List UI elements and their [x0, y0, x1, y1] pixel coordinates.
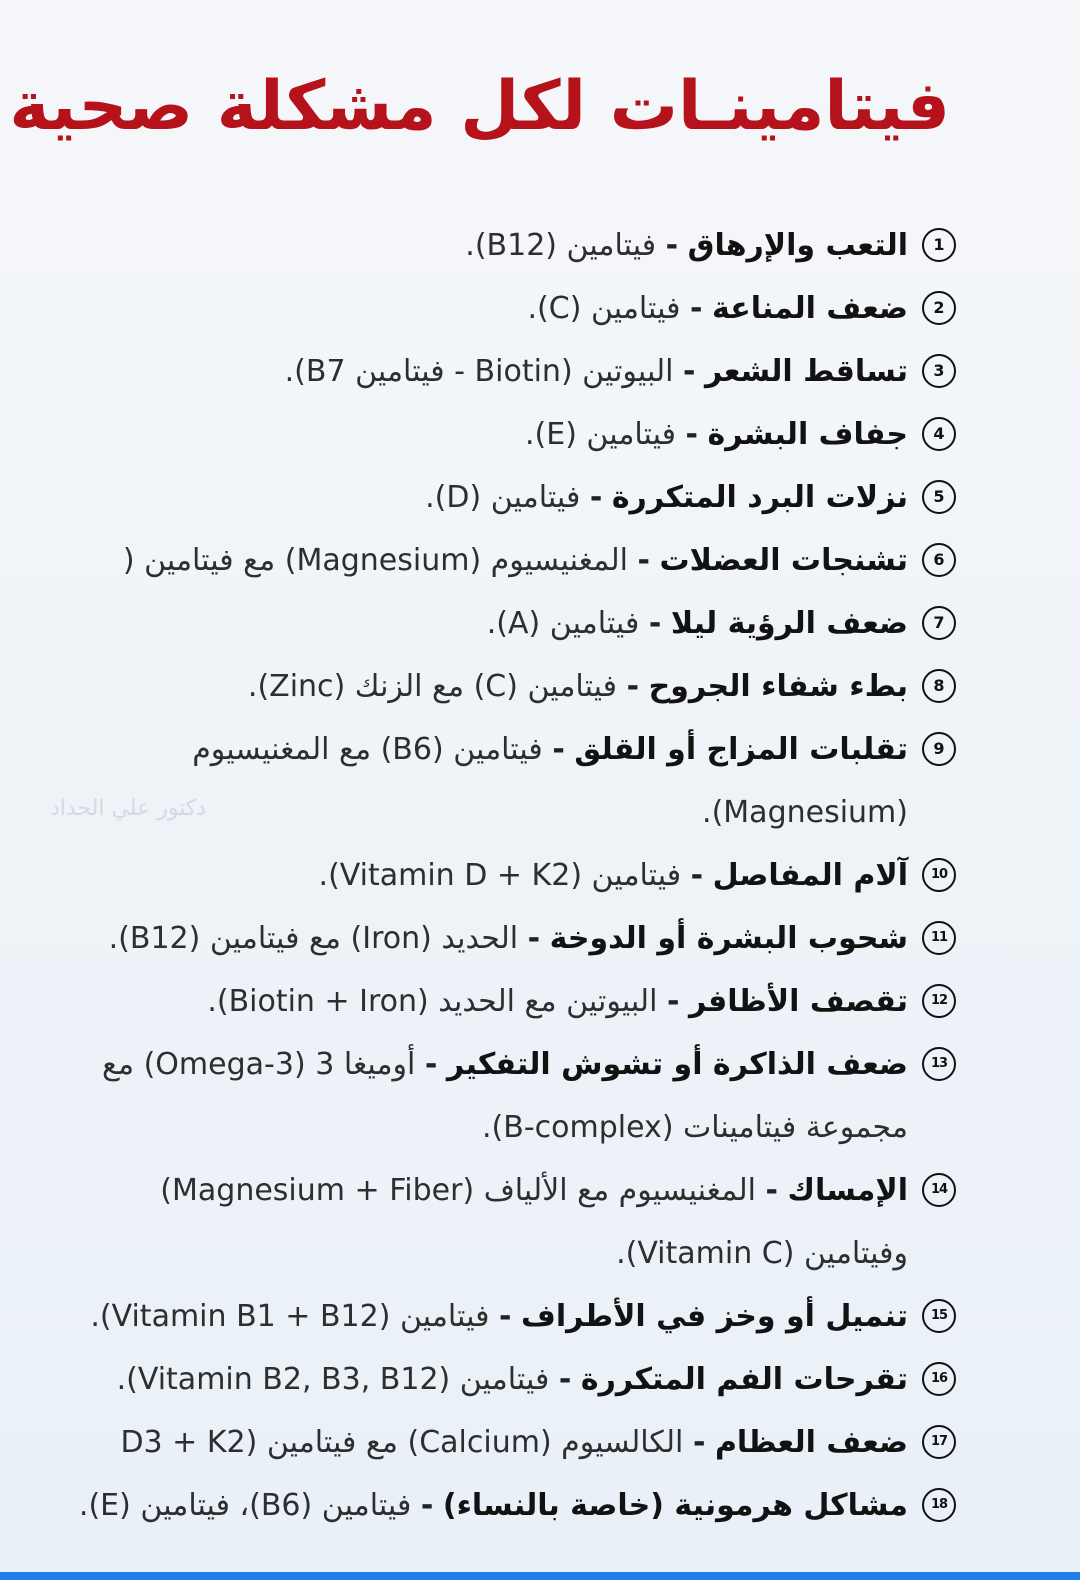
health-problem-label: تشنجات العضلات — [659, 543, 908, 578]
dash-separator: - — [527, 921, 541, 956]
health-problem-label: تقصف الأظافر — [688, 984, 908, 1019]
vitamin-remedy-text: فيتامين (A). — [486, 606, 640, 641]
circled-number-icon: 9 — [922, 732, 956, 766]
list-item — [36, 970, 956, 1033]
circled-number-icon: 2 — [922, 291, 956, 325]
circled-number-icon: 16 — [922, 1362, 956, 1396]
list-item — [36, 340, 956, 403]
list-item — [36, 718, 956, 844]
list-item — [36, 1348, 956, 1411]
vitamin-remedy-text: الكالسيوم (Calcium) مع فيتامين (D3 + K2 — [120, 1425, 684, 1460]
dash-separator: - — [552, 732, 565, 767]
circled-number-icon: 12 — [922, 984, 956, 1018]
circled-number-icon: 10 — [922, 858, 956, 892]
circled-number-icon: 15 — [922, 1299, 956, 1333]
circled-number-icon: 4 — [922, 417, 956, 451]
dash-separator: - — [648, 606, 662, 641]
dash-separator: - — [665, 228, 679, 263]
vitamin-remedy-text: البيوتين (Biotin - فيتامين B7). — [284, 354, 674, 389]
list-item — [36, 529, 956, 592]
health-problem-label: بطء شفاء الجروح — [648, 669, 908, 704]
dash-separator: - — [690, 291, 703, 326]
health-problem-label: ضعف المناعة — [712, 291, 908, 326]
dash-separator: - — [637, 543, 650, 578]
circled-number-icon: 17 — [922, 1425, 956, 1459]
dash-separator: - — [685, 417, 698, 452]
circled-number-icon: 3 — [922, 354, 956, 388]
vitamin-remedy-text: المغنيسيوم (Magnesium) مع فيتامين ( — [122, 543, 628, 578]
list-item — [36, 907, 956, 970]
circled-number-icon: 11 — [922, 921, 956, 955]
circled-number-icon: 1 — [922, 228, 956, 262]
dash-separator: - — [683, 354, 696, 389]
dash-separator: - — [424, 1047, 438, 1082]
health-problem-label: تقلبات المزاج أو القلق — [574, 732, 908, 767]
health-problem-label: نزلات البرد المتكررة — [611, 480, 908, 515]
circled-number-icon: 13 — [922, 1047, 956, 1081]
health-problem-label: ضعف العظام — [714, 1425, 908, 1460]
health-problem-label: تنميل أو وخز في الأطراف — [521, 1299, 908, 1334]
dash-separator: - — [690, 858, 704, 893]
vitamin-remedy-text: فيتامين (E). — [524, 417, 676, 452]
health-problem-label: ضعف الرؤية ليلا — [670, 606, 908, 641]
list-item — [36, 592, 956, 655]
list-item — [36, 1033, 956, 1159]
vitamin-remedy-text: المغنيسيوم مع الألياف (Magnesium + Fiber) — [160, 1173, 756, 1208]
vitamin-remedy-text: فيتامين (B6)، فيتامين (E). — [78, 1488, 412, 1523]
list-item — [36, 1411, 956, 1474]
list-item — [36, 655, 956, 718]
list-item — [36, 1159, 956, 1285]
health-problem-label: التعب والإرهاق — [687, 228, 908, 263]
circled-number-icon: 18 — [922, 1488, 956, 1522]
vitamin-remedy-text: فيتامين (C). — [527, 291, 681, 326]
bottom-accent-bar — [0, 1572, 1080, 1580]
dash-separator: - — [765, 1173, 778, 1208]
vitamin-remedy-text: البيوتين مع الحديد (Biotin + Iron). — [207, 984, 658, 1019]
health-problem-label: ضعف الذاكرة أو تشوش التفكير — [446, 1047, 908, 1082]
circled-number-icon: 14 — [922, 1173, 956, 1207]
circled-number-icon: 8 — [922, 669, 956, 703]
dash-separator: - — [420, 1488, 434, 1523]
list-item — [36, 844, 956, 907]
dash-separator: - — [666, 984, 680, 1019]
list-item — [36, 214, 956, 277]
health-problem-label: تساقط الشعر — [705, 354, 908, 389]
dash-separator: - — [626, 669, 640, 704]
list-item — [36, 1474, 956, 1537]
dash-separator: - — [692, 1425, 706, 1460]
vitamin-remedy-continuation: مجموعة فيتامينات (B-complex). — [482, 1110, 908, 1145]
vitamin-remedy-continuation: وفيتامين (Vitamin C). — [616, 1236, 908, 1271]
health-problem-label: جفاف البشرة — [707, 417, 908, 452]
vitamin-remedy-text: فيتامين (Vitamin D + K2). — [318, 858, 682, 893]
list-item — [36, 277, 956, 340]
dash-separator: - — [589, 480, 603, 515]
list-item — [36, 403, 956, 466]
vitamin-remedy-text: الحديد (Iron) مع فيتامين (B12). — [108, 921, 519, 956]
vitamin-remedy-text: فيتامين (C) مع الزنك (Zinc). — [247, 669, 618, 704]
vitamin-remedy-text: فيتامين (B12). — [465, 228, 657, 263]
vitamin-remedy-continuation: (Magnesium). — [702, 795, 908, 830]
vitamin-remedy-text: فيتامين (D). — [425, 480, 581, 515]
health-problem-label: الإمساك — [787, 1173, 908, 1208]
circled-number-icon: 5 — [922, 480, 956, 514]
health-problem-label: آلام المفاصل — [712, 858, 908, 893]
circled-number-icon: 6 — [922, 543, 956, 577]
watermark: دكتور علي الحداد — [50, 796, 207, 821]
vitamin-remedy-text: أوميغا 3 (Omega-3) مع — [102, 1047, 416, 1082]
dash-separator: - — [499, 1299, 512, 1334]
page-title: فيتامينـات لكل مشكلة صحية — [9, 67, 950, 146]
list-item — [36, 1285, 956, 1348]
vitamin-remedy-text: فيتامين (B6) مع المغنيسيوم — [192, 732, 543, 767]
vitamin-remedy-text: فيتامين (Vitamin B1 + B12). — [90, 1299, 490, 1334]
health-problem-label: تقرحات الفم المتكررة — [580, 1362, 908, 1397]
circled-number-icon: 7 — [922, 606, 956, 640]
health-problem-label: شحوب البشرة أو الدوخة — [549, 921, 908, 956]
health-problem-label: مشاكل هرمونية (خاصة بالنساء) — [442, 1488, 908, 1523]
vitamin-list — [36, 214, 956, 1537]
list-item — [36, 466, 956, 529]
dash-separator: - — [558, 1362, 572, 1397]
vitamin-remedy-text: فيتامين (Vitamin B2, B3, B12). — [116, 1362, 550, 1397]
